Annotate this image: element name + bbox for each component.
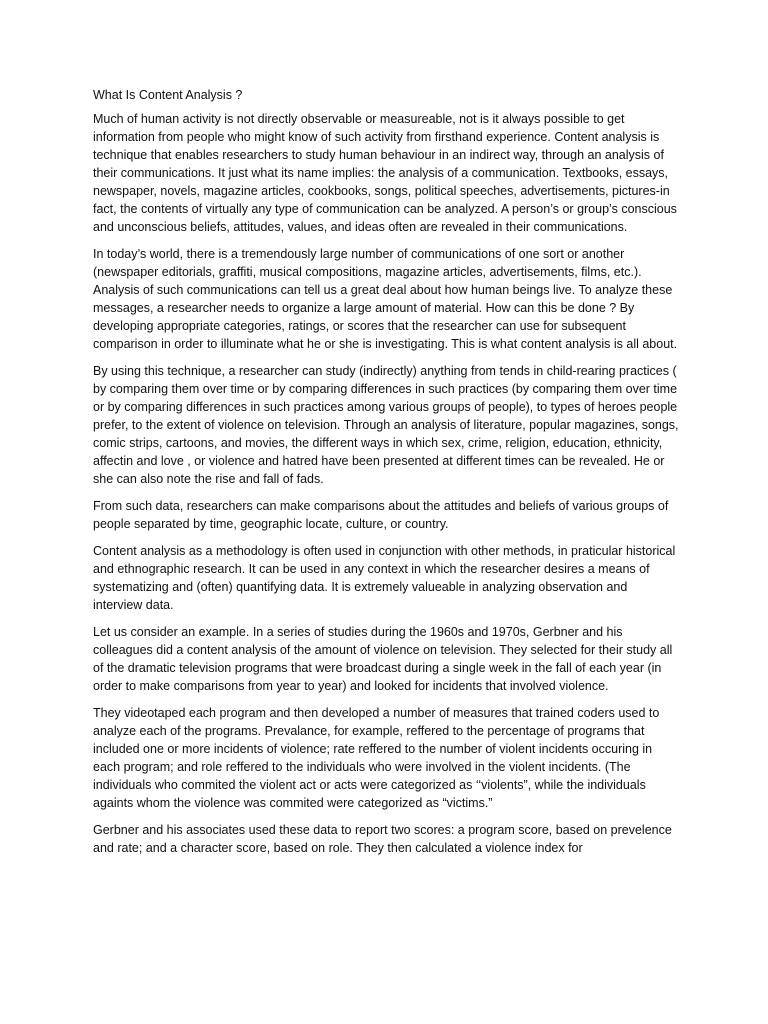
paragraph-4: From such data, researchers can make comparisons about the attitudes and beliefs of various groups of people separated by time, geographic locate, culture, or country. — [93, 499, 669, 531]
paragraph-6: Let us consider an example. In a series of studies during the 1960s and 1970s, Gerbner and his colleagues did a content analysis of the amount of violence on television. They selected for their study all of the dramatic television programs that were broadcast during a single week in the fall of each year (in order to make comparisons from year to year) and looked for incidents that involved violence. — [93, 625, 673, 693]
paragraph-2: In today’s world, there is a tremendously large number of communications of one sort or another (newspaper editorials, graffiti, musical compositions, magazine articles, advertisements, films, etc.). Analysis of such communications can tell us a great deal about how human beings live. To analyze these messages, a researcher needs to organize a large amount of material. How can this be done ? By developing appropriate categories, ratings, or scores that the researcher can use for subsequent comparison in order to illuminate what he or she is investigating. This is what content analysis is all about. — [93, 247, 678, 351]
paragraph-1: Much of human activity is not directly observable or measureable, not is it always possible to get information from people who might know of such activity from firsthand experience. Content analysis is technique that enables researchers to study human behaviour in an indirect way, through an analysis of their communications. It just what its name implies: the analysis of a communication. Textbooks, essays, newspaper, novels, magazine articles, cookbooks, songs, political speeches, advertisements, pictures-in fact, the contents of virtually any type of communication can be analyzed. A person’s or group’s conscious and unconscious beliefs, attitudes, values, and ideas often are revealed in their communications. — [93, 112, 677, 234]
paragraph-7: They videotaped each program and then developed a number of measures that trained coders used to analyze each of the programs. Prevalance, for example, reffered to the percentage of programs that included one or more incidents of violence; rate reffered to the number of violent incidents occuring in each program; and role reffered to the individuals who were involved in the violent incidents. (The individuals who commited the violent act or acts were categorized as ‘‘violents”, while the individuals againts whom the violence was commited were categorized as “victims.” — [93, 706, 660, 810]
paragraph-5: Content analysis as a methodology is often used in conjunction with other methods, in praticular historical and ethnographic research. It can be used in any context in which the researcher desires a means of systematizing and (often) quantifying data. It is extremely valueable in analyzing observation and interview data. — [93, 544, 676, 612]
document-page — [93, 86, 679, 866]
document-title: What Is Content Analysis ? — [93, 88, 243, 102]
paragraph-3: By using this technique, a researcher can study (indirectly) anything from tends in child-rearing practices ( by comparing them over time or by comparing differences in such practices (by comparing them over time or by comparing differences in such practices among various groups of people), to types of heroes people prefer, to the extent of violence on television. Through an analysis of literature, popular magazines, songs, comic strips, cartoons, and movies, the different ways in which sex, crime, religion, education, ethnicity, affectin and love , or violence and hatred have been presented at different times can be revealed. He or she can also note the rise and fall of fads. — [93, 364, 679, 486]
paragraph-8: Gerbner and his associates used these data to report two scores: a program score, based on prevelence and rate; and a character score, based on role. They then calculated a violence index for — [93, 823, 672, 855]
